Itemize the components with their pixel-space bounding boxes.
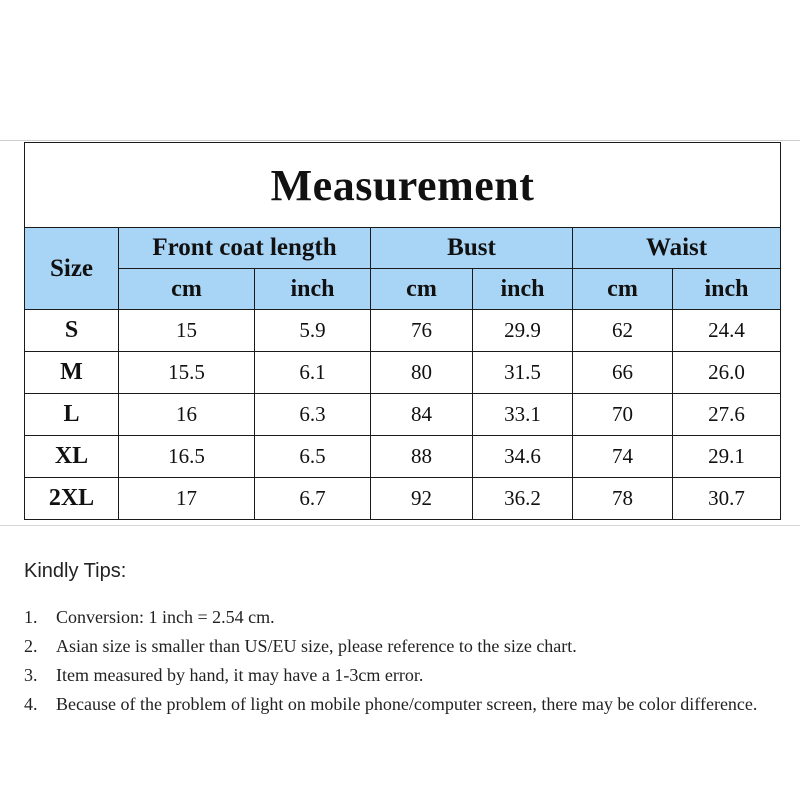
- table-cell: 92: [371, 478, 473, 520]
- table-cell: 27.6: [673, 394, 781, 436]
- table-cell: 70: [573, 394, 673, 436]
- table-cell: 80: [371, 352, 473, 394]
- table-cell: 6.3: [255, 394, 371, 436]
- tip-text: Item measured by hand, it may have a 1-3cm error.: [56, 665, 424, 685]
- table-cell: 74: [573, 436, 673, 478]
- table-cell: 6.7: [255, 478, 371, 520]
- size-cell: S: [25, 310, 119, 352]
- table-cell: 30.7: [673, 478, 781, 520]
- table-cell: 34.6: [473, 436, 573, 478]
- table-cell: 88: [371, 436, 473, 478]
- list-item: [24, 632, 794, 661]
- size-column-header: Size: [25, 228, 119, 310]
- tip-text: Conversion: 1 inch = 2.54 cm.: [56, 607, 275, 627]
- bottom-divider: [0, 525, 800, 526]
- table-cell: 78: [573, 478, 673, 520]
- table-cell: 16.5: [119, 436, 255, 478]
- size-cell: L: [25, 394, 119, 436]
- table-title: Measurement: [25, 143, 781, 228]
- list-item: [24, 690, 794, 719]
- tip-text: Because of the problem of light on mobile phone/computer screen, there may be color difference.: [56, 694, 758, 714]
- unit-header-inch: inch: [255, 269, 371, 310]
- table-cell: 62: [573, 310, 673, 352]
- size-cell: XL: [25, 436, 119, 478]
- front-coat-length-header: Front coat length: [119, 228, 371, 269]
- tips-list: [24, 603, 794, 719]
- table-cell: 6.1: [255, 352, 371, 394]
- table-cell: 17: [119, 478, 255, 520]
- tip-number: 2.: [24, 636, 38, 656]
- table-cell: 66: [573, 352, 673, 394]
- table-cell: 5.9: [255, 310, 371, 352]
- size-cell: M: [25, 352, 119, 394]
- table-cell: 84: [371, 394, 473, 436]
- waist-header: Waist: [573, 228, 781, 269]
- size-chart-table: [24, 142, 781, 520]
- tip-text: Asian size is smaller than US/EU size, please reference to the size chart.: [56, 636, 577, 656]
- size-cell: 2XL: [25, 478, 119, 520]
- bust-header: Bust: [371, 228, 573, 269]
- table-cell: 29.9: [473, 310, 573, 352]
- table-row: [25, 394, 781, 436]
- table-cell: 33.1: [473, 394, 573, 436]
- table-cell: 16: [119, 394, 255, 436]
- unit-header-cm: cm: [371, 269, 473, 310]
- table-cell: 26.0: [673, 352, 781, 394]
- table-cell: 15.5: [119, 352, 255, 394]
- table-row: [25, 352, 781, 394]
- table-cell: 36.2: [473, 478, 573, 520]
- table-row: [25, 478, 781, 520]
- unit-header-inch: inch: [673, 269, 781, 310]
- tip-number: 4.: [24, 694, 38, 714]
- unit-header-cm: cm: [573, 269, 673, 310]
- table-cell: 29.1: [673, 436, 781, 478]
- table-row: [25, 310, 781, 352]
- table-cell: 6.5: [255, 436, 371, 478]
- table-cell: 31.5: [473, 352, 573, 394]
- unit-header-inch: inch: [473, 269, 573, 310]
- tips-section: [24, 560, 794, 719]
- tips-title: Kindly Tips:: [24, 560, 127, 582]
- table-cell: 15: [119, 310, 255, 352]
- list-item: [24, 661, 794, 690]
- tip-number: 1.: [24, 607, 38, 627]
- table-cell: 76: [371, 310, 473, 352]
- top-divider: [0, 140, 800, 141]
- table-row: [25, 436, 781, 478]
- unit-header-cm: cm: [119, 269, 255, 310]
- tip-number: 3.: [24, 665, 38, 685]
- table-cell: 24.4: [673, 310, 781, 352]
- list-item: [24, 603, 794, 632]
